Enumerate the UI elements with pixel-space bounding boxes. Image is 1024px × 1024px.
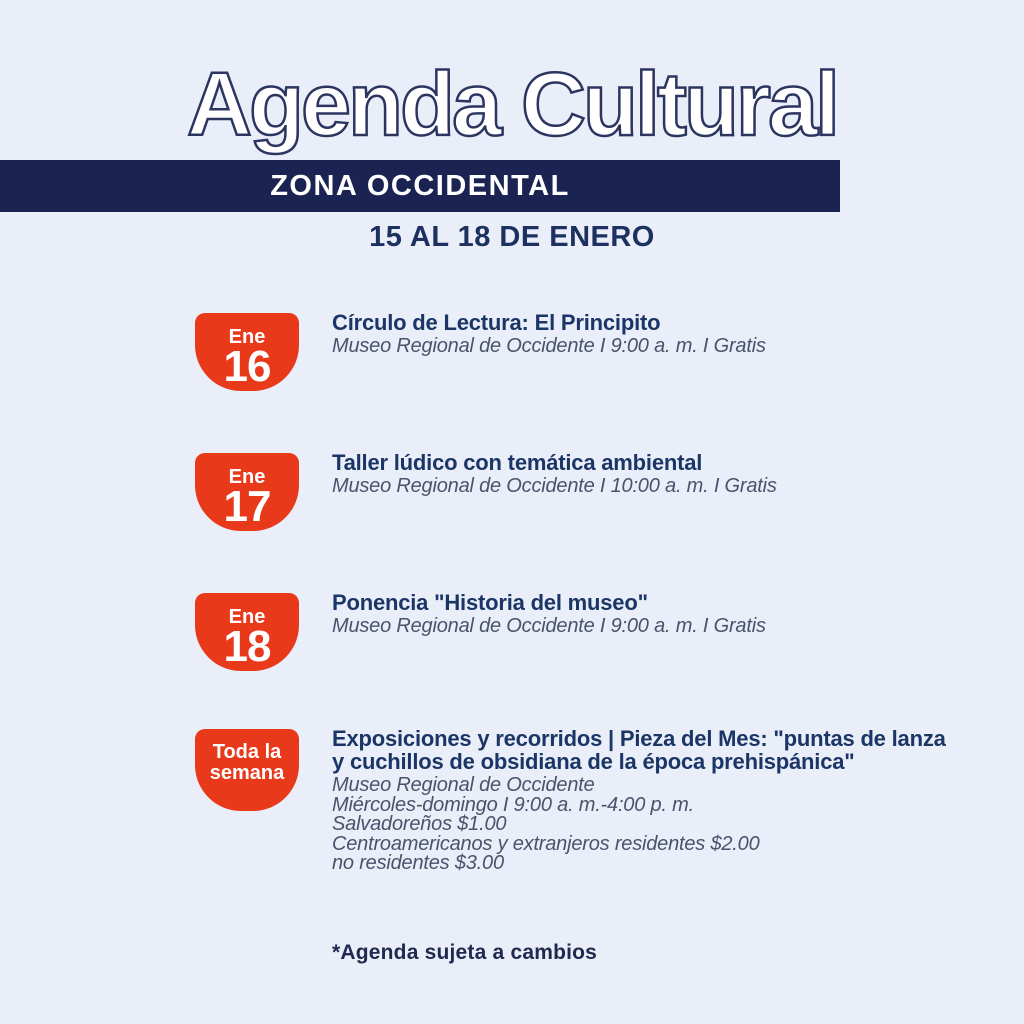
event-row [195, 450, 935, 531]
footer-note: *Agenda sujeta a cambios [332, 941, 598, 964]
event-detail: Museo Regional de Occidente I 9:00 a. m. I Gratis [332, 615, 766, 637]
date-range: 15 AL 18 DE ENERO [369, 221, 655, 253]
event-title: Taller lúdico con temática ambiental [332, 450, 703, 475]
event-title: Exposiciones y recorridos | Pieza del Mes: "puntas de lanza y cuchillos de obsidiana de la época prehispánica" [332, 726, 946, 774]
event-text [332, 451, 952, 497]
zone-banner [0, 160, 840, 212]
date-badge [195, 593, 299, 671]
badge-month: Ene [228, 606, 266, 628]
page-title: Agenda Cultural [186, 55, 838, 155]
badge-month: Ene [228, 466, 266, 488]
badge-day: 18 [223, 622, 271, 671]
week-badge [195, 729, 299, 811]
event-detail: Museo Regional de Occidente I 10:00 a. m. I Gratis [332, 475, 777, 497]
event-text [332, 311, 952, 357]
zone-banner-label: ZONA OCCIDENTAL [270, 169, 570, 202]
event-detail: Museo Regional de Occidente [332, 774, 595, 796]
badge-day: 17 [223, 482, 271, 531]
badge-day: 16 [223, 342, 271, 391]
date-badge [195, 313, 299, 391]
event-text [332, 727, 952, 874]
event-detail: Museo Regional de Occidente I 9:00 a. m. I Gratis [332, 335, 766, 357]
event-detail: Miércoles-domingo I 9:00 a. m.-4:00 p. m. [332, 793, 694, 816]
event-detail: no residentes $3.00 [332, 852, 504, 874]
badge-week-line1: Toda la [212, 741, 282, 763]
event-title: Ponencia "Historia del museo" [332, 590, 648, 615]
event-row [195, 726, 946, 874]
event-detail: Salvadoreños $1.00 [332, 813, 507, 835]
event-row [195, 590, 935, 671]
badge-week-line2: semana [209, 762, 285, 784]
event-title: Círculo de Lectura: El Principito [332, 310, 661, 335]
event-text [332, 591, 952, 637]
event-detail: Centroamericanos y extranjeros residentes $2.00 [332, 832, 760, 855]
badge-month: Ene [228, 326, 266, 348]
event-row [195, 310, 935, 391]
date-badge [195, 453, 299, 531]
